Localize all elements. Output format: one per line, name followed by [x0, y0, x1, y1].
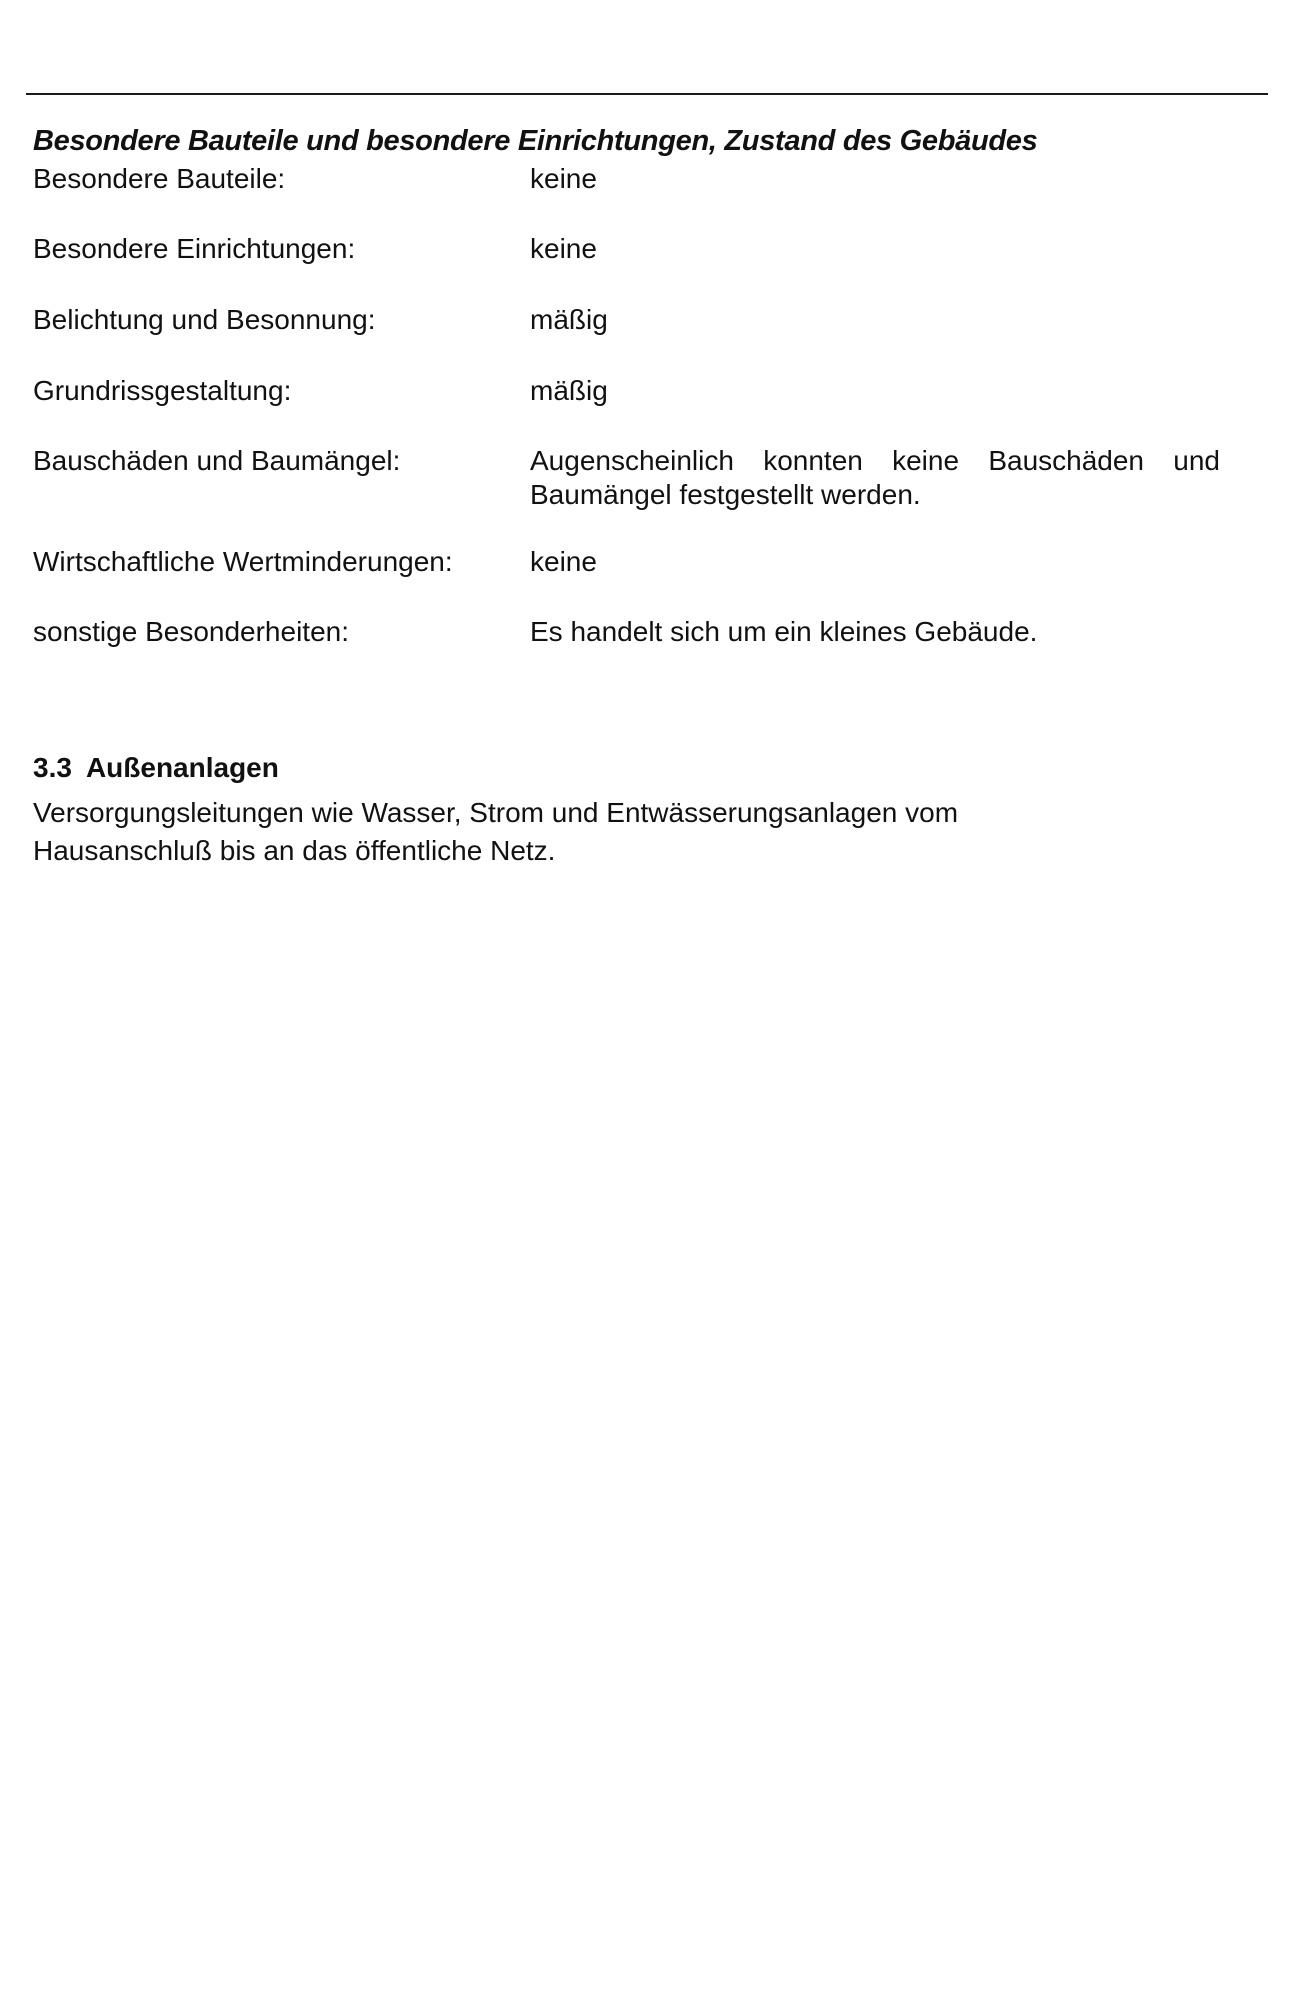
field-label: Grundrissgestaltung: — [33, 375, 292, 406]
field-label: Wirtschaftliche Wertminderungen: — [33, 546, 453, 577]
field-value: Augenscheinlich konnten keine Bauschäden und Baumängel festgestellt werden. — [530, 445, 1220, 510]
field-value: Es handelt sich um ein kleines Gebäude. — [530, 616, 1038, 647]
section-heading: Besondere Bauteile und besondere Einrichtungen, Zustand des Gebäudes — [33, 125, 1038, 157]
field-value: mäßig — [530, 375, 608, 406]
field-label: Besondere Einrichtungen: — [33, 233, 356, 264]
subsection-heading — [33, 752, 279, 784]
subsection-paragraph: Versorgungsleitungen wie Wasser, Strom und Entwässerungsanlagen vom Hausanschluß bis an das öffentliche Netz. — [33, 797, 959, 866]
field-value: keine — [530, 546, 597, 577]
field-label: sonstige Besonderheiten: — [33, 616, 349, 647]
subsection-number: 3.3 — [33, 752, 72, 783]
field-label: Belichtung und Besonnung: — [33, 304, 376, 335]
field-value: keine — [530, 233, 597, 264]
field-value: mäßig — [530, 304, 608, 335]
header-rule — [26, 93, 1268, 95]
field-value: keine — [530, 163, 597, 194]
field-label: Bauschäden und Baumängel: — [33, 445, 401, 476]
subsection-title: Außenanlagen — [85, 752, 279, 783]
field-label: Besondere Bauteile: — [33, 163, 286, 194]
